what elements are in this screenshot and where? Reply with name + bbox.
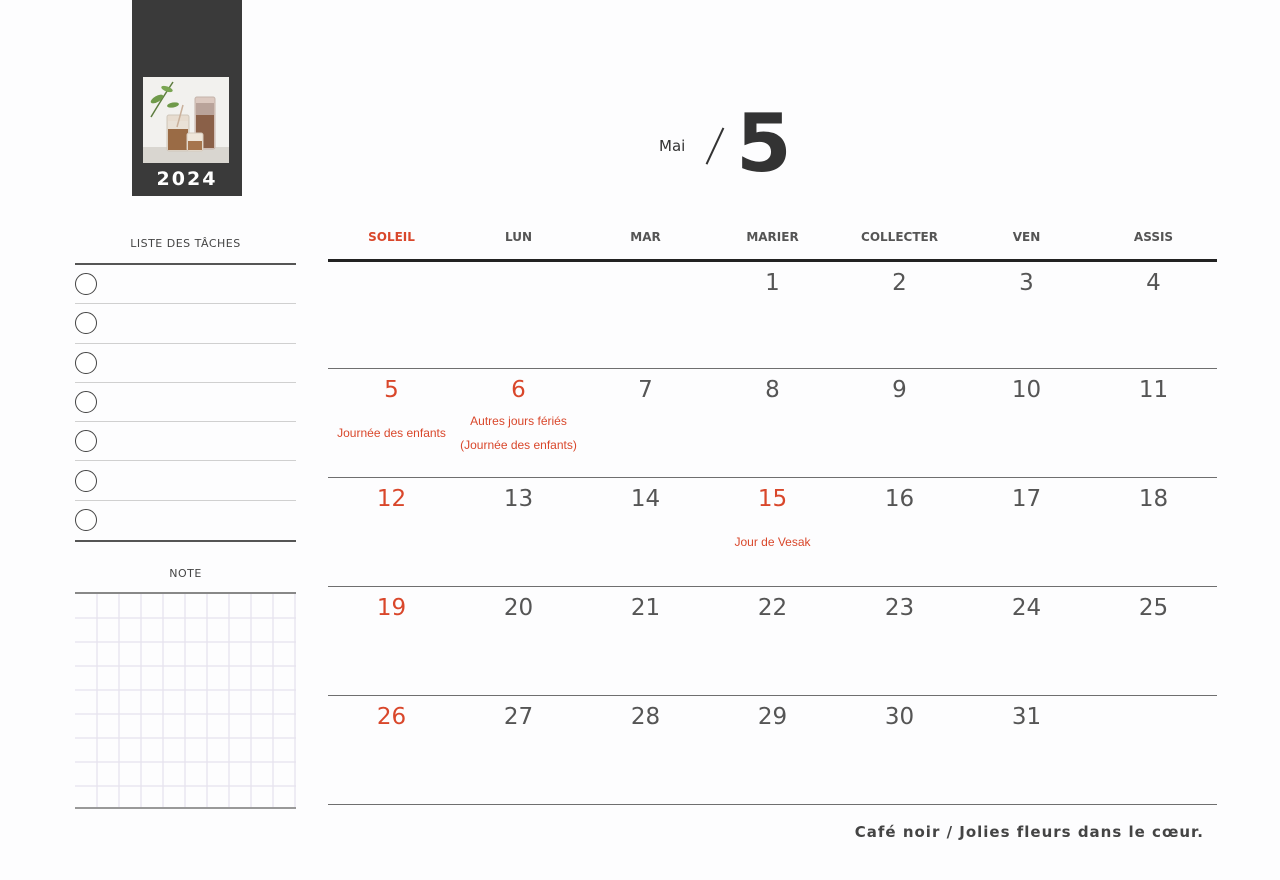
day-number: 24 bbox=[1011, 595, 1042, 621]
day-cell[interactable] bbox=[836, 696, 963, 804]
day-number: 19 bbox=[376, 595, 407, 621]
year-label: 2024 bbox=[156, 168, 218, 190]
day-number: 18 bbox=[1138, 486, 1169, 512]
week-row bbox=[328, 369, 1217, 478]
day-number: 11 bbox=[1138, 377, 1169, 403]
day-number: 15 bbox=[757, 486, 788, 512]
task-row[interactable] bbox=[75, 461, 296, 500]
week-row bbox=[328, 478, 1217, 587]
day-cell[interactable] bbox=[709, 369, 836, 477]
day-cell[interactable] bbox=[582, 369, 709, 477]
day-number: 28 bbox=[630, 704, 661, 730]
day-number: 7 bbox=[638, 377, 653, 403]
day-cell[interactable] bbox=[582, 587, 709, 695]
task-checkbox[interactable] bbox=[75, 391, 97, 413]
day-cell[interactable] bbox=[328, 478, 455, 586]
weekday-label: MARIER bbox=[746, 230, 799, 244]
day-number: 8 bbox=[765, 377, 780, 403]
day-cell[interactable] bbox=[963, 262, 1090, 368]
task-checkbox[interactable] bbox=[75, 352, 97, 374]
task-list bbox=[75, 263, 296, 542]
day-cell[interactable] bbox=[455, 587, 582, 695]
day-number: 12 bbox=[376, 486, 407, 512]
week-row bbox=[328, 262, 1217, 369]
day-number: 31 bbox=[1011, 704, 1042, 730]
day-number: 1 bbox=[765, 270, 780, 296]
day-number: 22 bbox=[757, 595, 788, 621]
day-number: 5 bbox=[384, 377, 399, 403]
task-checkbox[interactable] bbox=[75, 312, 97, 334]
year-tab bbox=[132, 0, 242, 196]
day-number: 30 bbox=[884, 704, 915, 730]
day-cell bbox=[582, 262, 709, 368]
day-number: 21 bbox=[630, 595, 661, 621]
day-number: 25 bbox=[1138, 595, 1169, 621]
day-cell[interactable] bbox=[836, 478, 963, 586]
day-cell[interactable] bbox=[582, 696, 709, 804]
day-number: 23 bbox=[884, 595, 915, 621]
week-row bbox=[328, 587, 1217, 696]
day-cell[interactable] bbox=[963, 369, 1090, 477]
day-number: 29 bbox=[757, 704, 788, 730]
day-cell[interactable] bbox=[1090, 262, 1217, 368]
day-number: 16 bbox=[884, 486, 915, 512]
day-number: 27 bbox=[503, 704, 534, 730]
note-title: NOTE bbox=[169, 567, 202, 580]
day-number: 17 bbox=[1011, 486, 1042, 512]
task-checkbox[interactable] bbox=[75, 273, 97, 295]
day-number: 6 bbox=[511, 377, 526, 403]
weekday-label: COLLECTER bbox=[861, 230, 938, 244]
day-cell[interactable] bbox=[582, 478, 709, 586]
day-cell[interactable] bbox=[328, 696, 455, 804]
task-row[interactable] bbox=[75, 422, 296, 461]
task-checkbox[interactable] bbox=[75, 509, 97, 531]
day-number: 2 bbox=[892, 270, 907, 296]
day-cell[interactable] bbox=[455, 696, 582, 804]
task-row[interactable] bbox=[75, 304, 296, 343]
day-number: 13 bbox=[503, 486, 534, 512]
day-number: 20 bbox=[503, 595, 534, 621]
day-cell[interactable] bbox=[836, 369, 963, 477]
calendar bbox=[328, 222, 1217, 805]
day-number: 14 bbox=[630, 486, 661, 512]
task-row[interactable] bbox=[75, 383, 296, 422]
task-checkbox[interactable] bbox=[75, 430, 97, 452]
day-cell[interactable] bbox=[1090, 369, 1217, 477]
day-number: 26 bbox=[376, 704, 407, 730]
day-number: 4 bbox=[1146, 270, 1161, 296]
day-cell[interactable] bbox=[709, 696, 836, 804]
holiday-label: Journée des enfants bbox=[337, 426, 446, 440]
calendar-weeks bbox=[328, 262, 1217, 805]
month-name: Mai bbox=[659, 137, 686, 155]
day-cell[interactable] bbox=[836, 587, 963, 695]
holiday-label: Jour de Vesak bbox=[734, 535, 811, 549]
day-cell[interactable] bbox=[836, 262, 963, 368]
day-number: 3 bbox=[1019, 270, 1034, 296]
holiday-label: Autres jours fériés (Journée des enfants) bbox=[460, 414, 577, 452]
day-cell[interactable] bbox=[1090, 478, 1217, 586]
day-cell[interactable] bbox=[963, 587, 1090, 695]
coffee-photo bbox=[143, 77, 229, 163]
task-row[interactable] bbox=[75, 501, 296, 540]
day-cell[interactable] bbox=[328, 369, 455, 477]
day-number bbox=[1090, 696, 1217, 704]
day-number: 9 bbox=[892, 377, 907, 403]
day-number bbox=[455, 262, 582, 270]
day-cell[interactable] bbox=[709, 478, 836, 586]
footer-caption: Café noir / Jolies fleurs dans le cœur. bbox=[854, 823, 1204, 841]
task-row[interactable] bbox=[75, 344, 296, 383]
day-cell[interactable] bbox=[455, 478, 582, 586]
weekday-label: SOLEIL bbox=[368, 230, 415, 244]
weekday-label: MAR bbox=[630, 230, 661, 244]
day-cell bbox=[328, 262, 455, 368]
day-cell[interactable] bbox=[455, 369, 582, 477]
day-number bbox=[328, 262, 455, 270]
weekday-header bbox=[328, 222, 1217, 262]
day-number: 10 bbox=[1011, 377, 1042, 403]
day-cell[interactable] bbox=[963, 696, 1090, 804]
day-cell[interactable] bbox=[963, 478, 1090, 586]
day-cell bbox=[1090, 696, 1217, 804]
divider-slash bbox=[706, 128, 724, 165]
day-cell bbox=[455, 262, 582, 368]
month-number: 5 bbox=[736, 97, 792, 190]
task-row[interactable] bbox=[75, 265, 296, 304]
task-checkbox[interactable] bbox=[75, 470, 97, 492]
weekday-label: VEN bbox=[1012, 230, 1041, 244]
tasks-title: LISTE DES TÂCHES bbox=[130, 237, 241, 250]
day-cell[interactable] bbox=[709, 262, 836, 368]
day-cell[interactable] bbox=[709, 587, 836, 695]
week-row bbox=[328, 696, 1217, 805]
day-cell[interactable] bbox=[1090, 587, 1217, 695]
day-number bbox=[582, 262, 709, 270]
note-grid[interactable] bbox=[75, 592, 296, 809]
day-cell[interactable] bbox=[328, 587, 455, 695]
weekday-label: LUN bbox=[504, 230, 532, 244]
weekday-label: ASSIS bbox=[1133, 230, 1174, 244]
